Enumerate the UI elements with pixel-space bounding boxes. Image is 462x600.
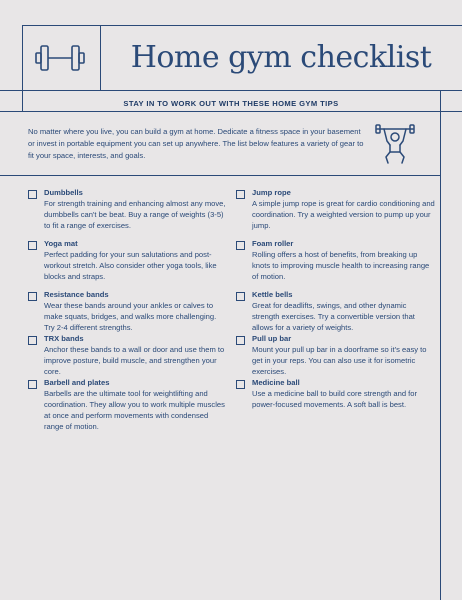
checklist-item-kettle-bells bbox=[236, 290, 436, 334]
intro-bottom-rule bbox=[0, 175, 440, 176]
item-description: Mount your pull up bar in a doorframe so it's easy to get in your reps. You can also use it for isometric exercises. bbox=[252, 345, 427, 376]
header-top-rule bbox=[22, 25, 462, 26]
item-description: Anchor these bands to a wall or door and use them to improve posture, build muscle, and strengthen your core. bbox=[44, 345, 225, 376]
checkbox-foam-roller[interactable] bbox=[236, 241, 245, 250]
right-border bbox=[440, 90, 441, 600]
item-description: Perfect padding for your sun salutations and post-workout stretch. Also consider other yoga tools, like blocks and straps. bbox=[44, 250, 217, 281]
checklist-item-trx-bands bbox=[28, 334, 228, 378]
checklist-item-resistance-bands bbox=[28, 290, 228, 334]
checkbox-yoga-mat[interactable] bbox=[28, 241, 37, 250]
checkbox-dumbbells[interactable] bbox=[28, 190, 37, 199]
item-title: TRX bands bbox=[44, 334, 84, 343]
item-description: Barbells are the ultimate tool for weightlifting and coordination. They allow you to work multiple muscles at once and perform movements with condensed range of motion. bbox=[44, 389, 225, 431]
item-description: Wear these bands around your ankles or calves to make squats, bridges, and walks more challenging. Try 2-4 different strengths. bbox=[44, 301, 217, 332]
dumbbell-icon bbox=[34, 40, 86, 76]
checklist-item-pull-up-bar bbox=[236, 334, 436, 378]
weightlifter-icon bbox=[375, 121, 415, 165]
checkbox-jump-rope[interactable] bbox=[236, 190, 245, 199]
item-title: Kettle bells bbox=[252, 290, 293, 299]
checkbox-pull-up-bar[interactable] bbox=[236, 336, 245, 345]
item-description: For strength training and enhancing almost any move, dumbbells can't be beat. Buy a range of weights (3-5) to fit a range of exercises. bbox=[44, 199, 226, 230]
checklist-item-foam-roller bbox=[236, 239, 436, 290]
intro-paragraph: No matter where you live, you can build a gym at home. Dedicate a fitness space in your basement or invest in portable equipment you can set up anywhere. The list below features a variety of gear to fit your space, interests, and goals. bbox=[28, 127, 364, 160]
checkbox-medicine-ball[interactable] bbox=[236, 380, 245, 389]
checklist-item-barbell-and-plates bbox=[28, 378, 228, 432]
tagline-bottom-rule bbox=[0, 111, 462, 112]
header-bottom-rule bbox=[0, 90, 462, 91]
checklist-item-medicine-ball bbox=[236, 378, 436, 410]
item-title: Barbell and plates bbox=[44, 378, 110, 387]
item-title: Yoga mat bbox=[44, 239, 78, 248]
checkbox-resistance-bands[interactable] bbox=[28, 292, 37, 301]
item-description: Great for deadlifts, swings, and other dynamic strength exercises. Try a convertible version that allows for a variety of weights. bbox=[252, 301, 415, 332]
checkbox-kettle-bells[interactable] bbox=[236, 292, 245, 301]
checklist-right-column bbox=[236, 188, 436, 410]
tagline: STAY IN TO WORK OUT WITH THESE HOME GYM TIPS bbox=[123, 99, 339, 108]
item-description: Rolling offers a host of benefits, from breaking up knots to improving muscle health to increasing range of motion. bbox=[252, 250, 430, 281]
item-title: Pull up bar bbox=[252, 334, 292, 343]
checklist-left-column bbox=[28, 188, 228, 432]
page-title: Home gym checklist bbox=[130, 40, 432, 75]
item-description: Use a medicine ball to build core strength and for power-focused movements. A soft ball is best. bbox=[252, 389, 418, 409]
checklist-item-yoga-mat bbox=[28, 239, 228, 290]
checkbox-barbell-and-plates[interactable] bbox=[28, 380, 37, 389]
item-title: Jump rope bbox=[252, 188, 291, 197]
checklist-item-jump-rope bbox=[236, 188, 436, 239]
item-title: Medicine ball bbox=[252, 378, 300, 387]
item-description: A simple jump rope is great for cardio conditioning and coordination. Try a weighted version to pump up your jump. bbox=[252, 199, 435, 230]
checkbox-trx-bands[interactable] bbox=[28, 336, 37, 345]
item-title: Foam roller bbox=[252, 239, 294, 248]
checklist-item-dumbbells bbox=[28, 188, 228, 239]
item-title: Dumbbells bbox=[44, 188, 83, 197]
item-title: Resistance bands bbox=[44, 290, 109, 299]
